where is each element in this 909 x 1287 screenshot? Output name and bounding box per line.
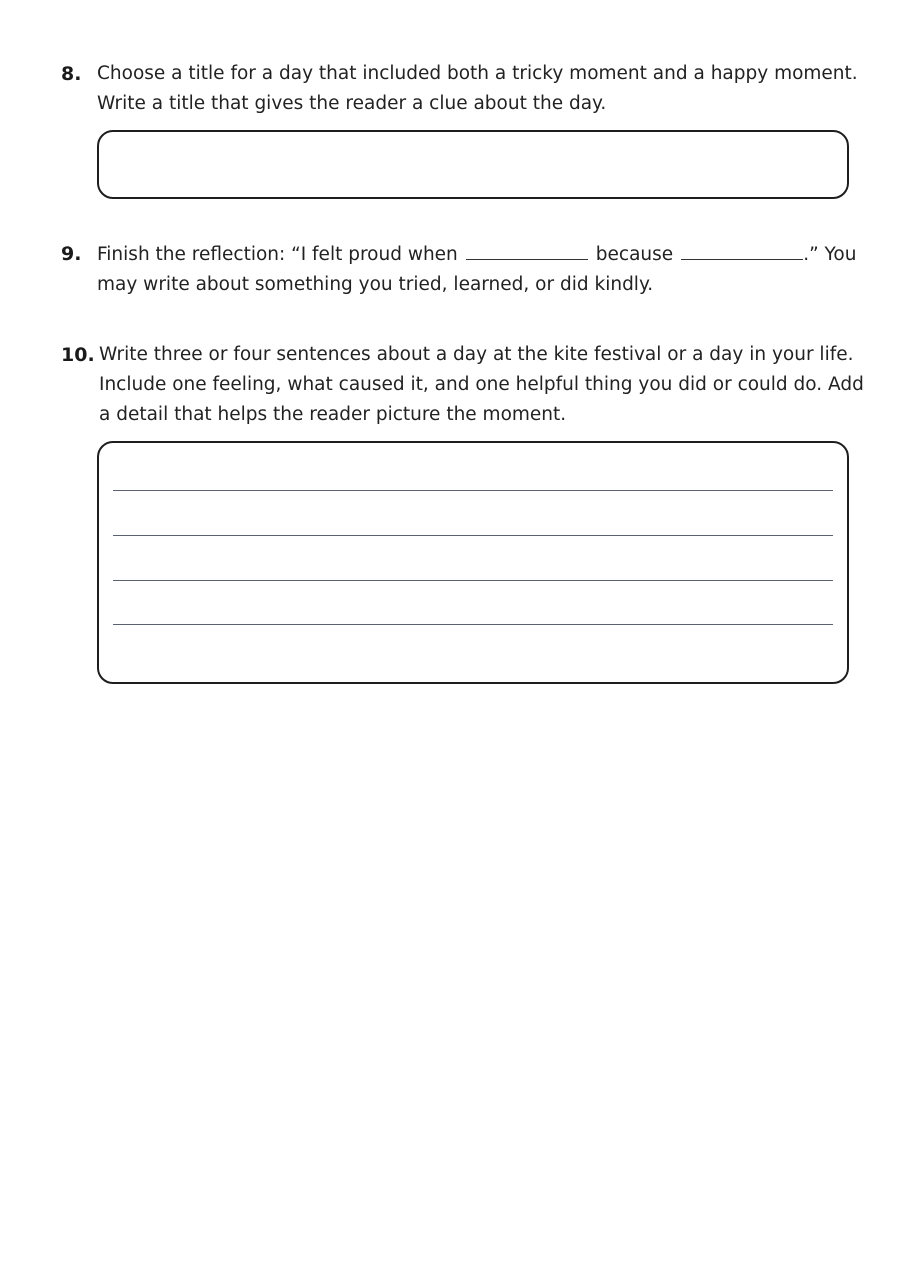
question-line: Write three or four sentences about a day at the kite festival or a day in your life. <box>99 344 854 365</box>
writing-line <box>113 535 833 536</box>
question-line <box>97 239 861 270</box>
question-line: Choose a title for a day that included both a tricky moment and a happy moment. <box>97 63 858 84</box>
reflection-text-because: because <box>595 244 674 265</box>
writing-line <box>113 624 833 625</box>
reflection-text-end: .” You <box>803 244 857 265</box>
question-9 <box>61 239 861 300</box>
question-text <box>97 239 861 300</box>
question-8 <box>61 59 861 119</box>
question-number: 9. <box>61 243 82 265</box>
question-number: 8. <box>61 63 82 85</box>
writing-line <box>113 490 833 491</box>
question-line: Write a title that gives the reader a clue about the day. <box>97 93 607 114</box>
proud-when-blank[interactable] <box>466 239 588 260</box>
question-10 <box>61 340 864 430</box>
question-line: may write about something you tried, learned, or did kindly. <box>97 274 654 295</box>
question-line: a detail that helps the reader picture the moment. <box>99 404 567 425</box>
question-text <box>99 340 864 430</box>
reflection-text-start: Finish the reflection: “I felt proud when <box>97 244 458 265</box>
question-line: Include one feeling, what caused it, and one helpful thing you did or could do. Add <box>99 374 864 395</box>
question-number: 10. <box>61 344 95 366</box>
writing-line <box>113 580 833 581</box>
title-answer-box[interactable] <box>97 130 849 199</box>
question-text <box>97 59 861 119</box>
sentences-answer-box[interactable] <box>97 441 849 684</box>
because-blank[interactable] <box>681 239 803 260</box>
